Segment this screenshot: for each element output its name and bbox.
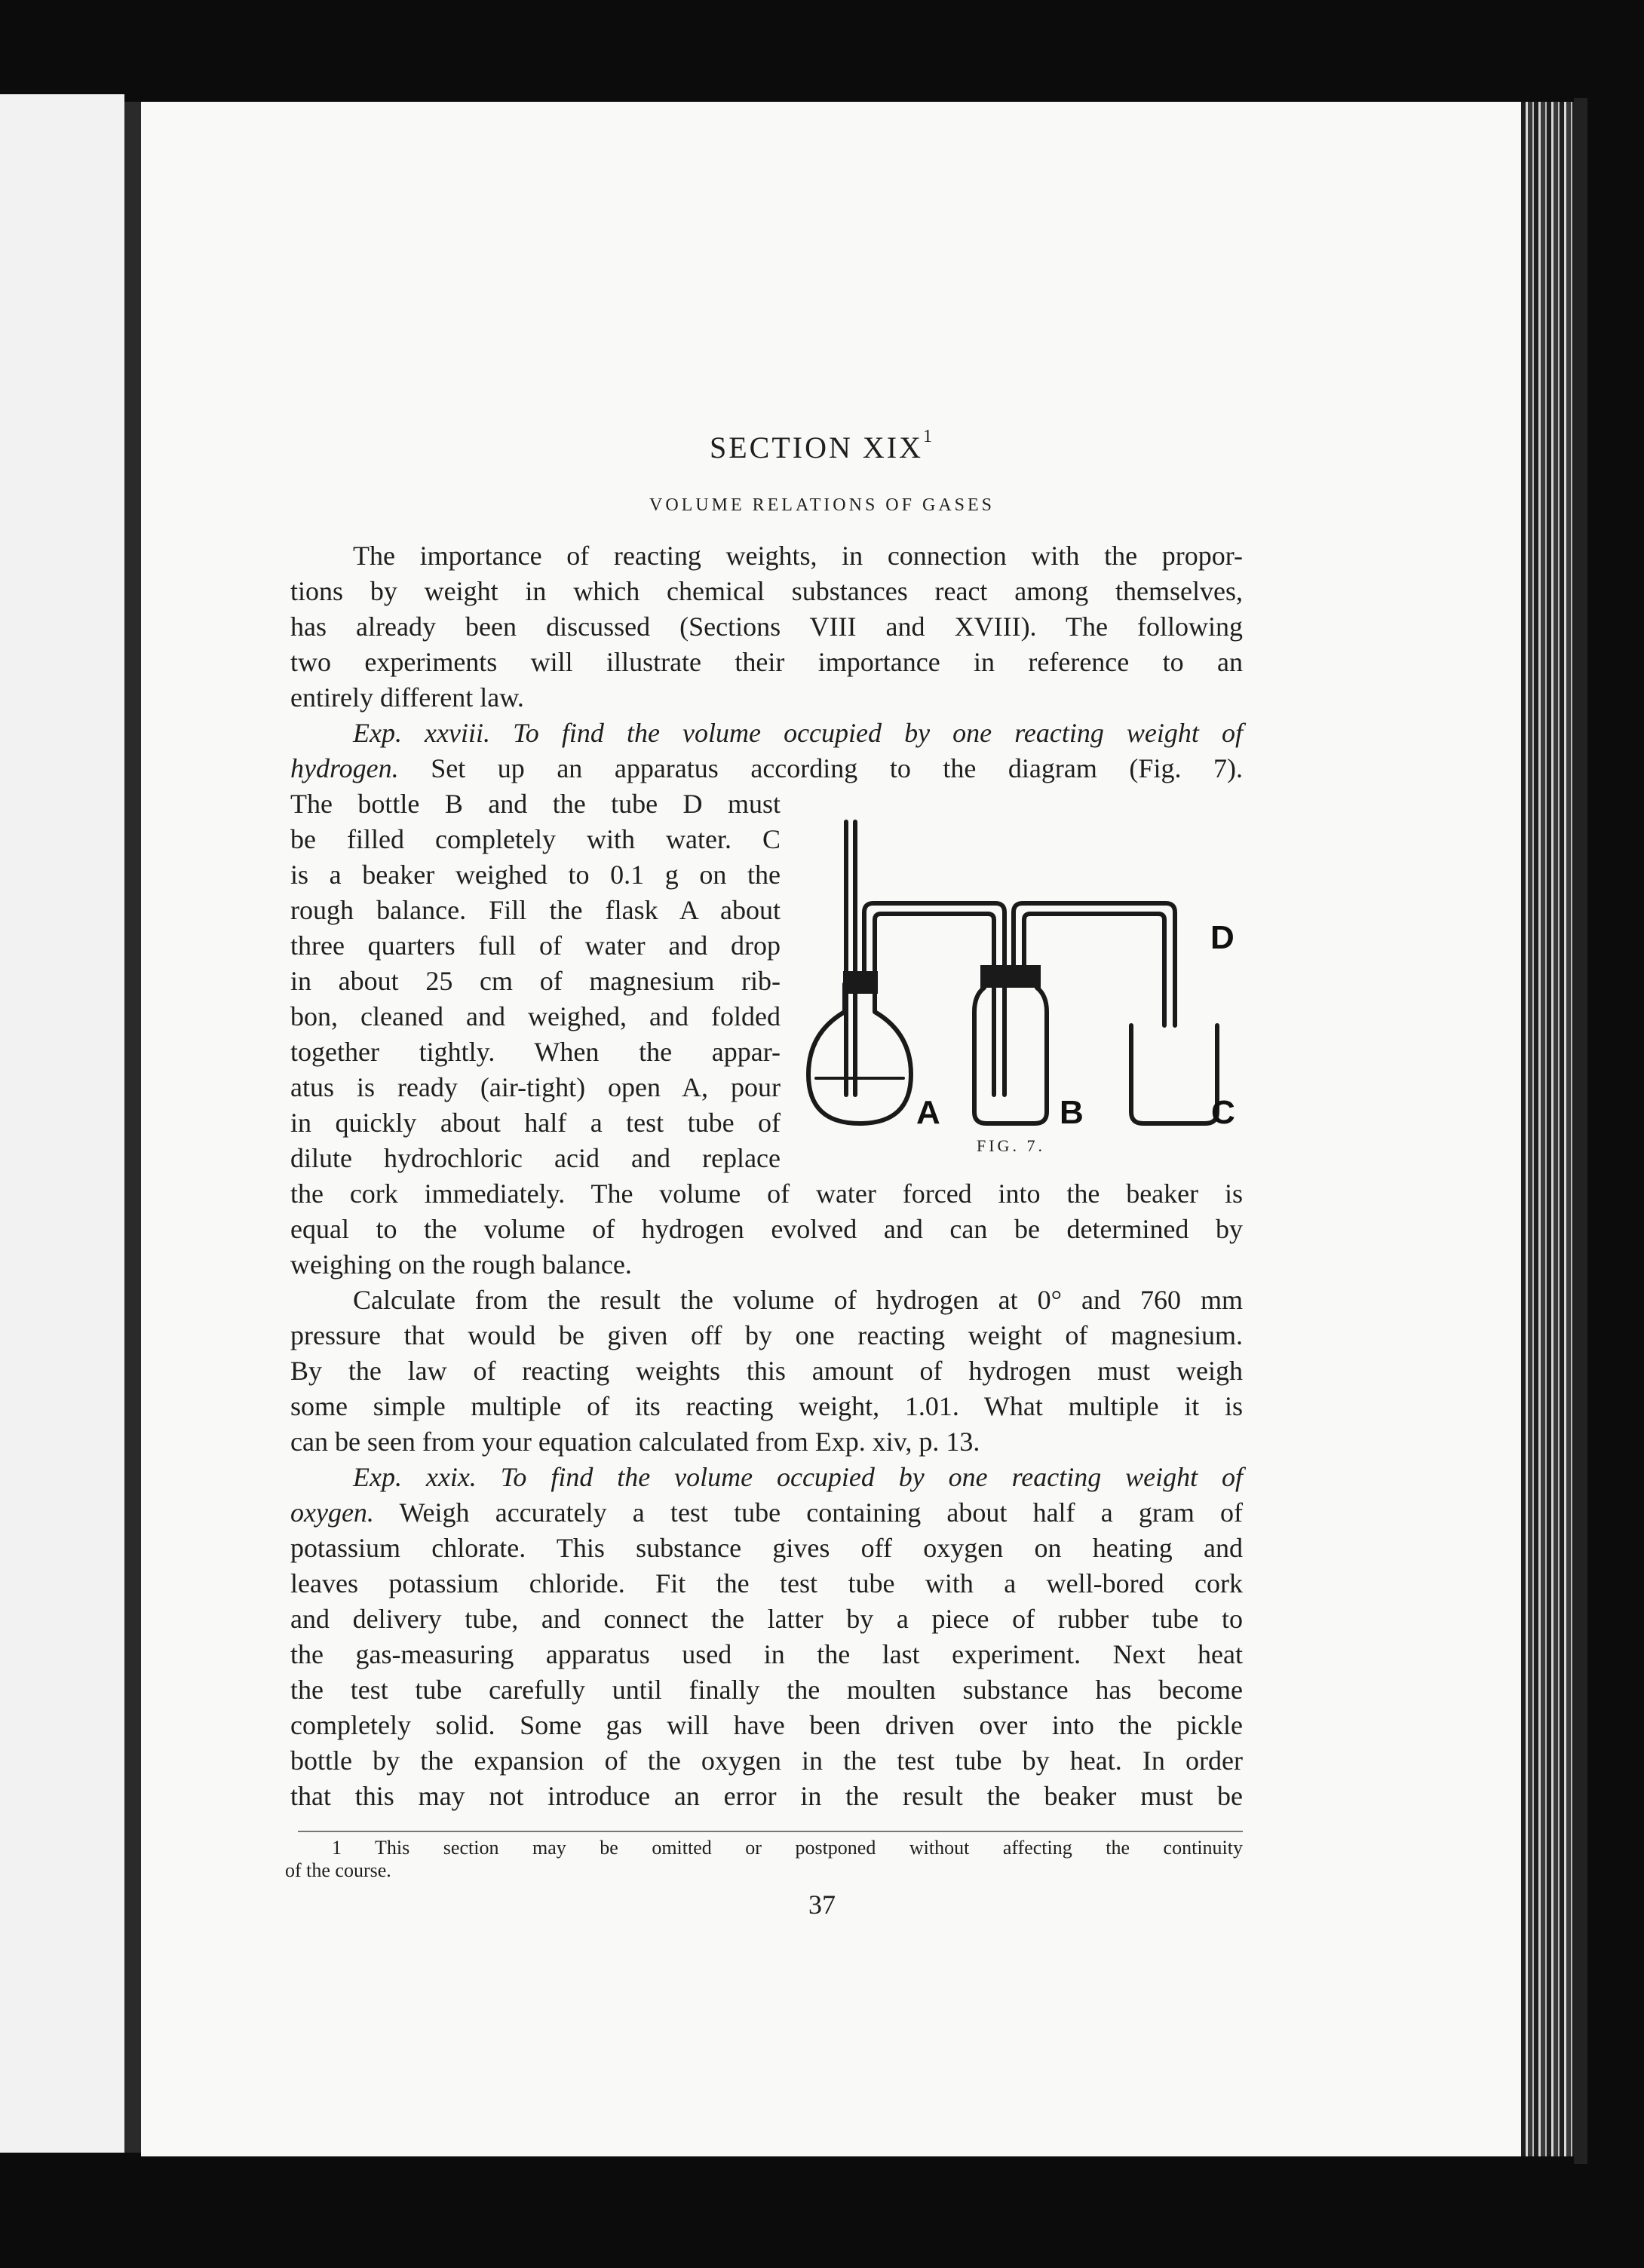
exp29-line: that this may not introduce an error in the result the beaker must be: [290, 1781, 1243, 1811]
exp29-line: and delivery tube, and connect the latter by a piece of rubber tube to: [290, 1604, 1243, 1634]
facing-page-edge: [0, 94, 124, 2153]
calc-line: Calculate from the result the volume of hydrogen at 0° and 760 mm: [353, 1285, 1243, 1315]
fig7-apparatus-diagram: [799, 814, 1252, 1161]
section-subtitle: VOLUME RELATIONS OF GASES: [649, 495, 995, 515]
exp29-line: completely solid. Some gas will have been driven over into the pickle: [290, 1710, 1243, 1740]
exp28-wrap-line: in about 25 cm of magnesium rib-: [290, 966, 781, 996]
calc-line: By the law of reacting weights this amount of hydrogen must weigh: [290, 1356, 1243, 1386]
exp28-wrap-line: in quickly about half a test tube of: [290, 1108, 781, 1138]
exp28-wrap-line: together tightly. When the appar-: [290, 1037, 781, 1067]
calc-line: can be seen from your equation calculated from Exp. xiv, p. 13.: [290, 1427, 980, 1457]
calc-line: pressure that would be given off by one reacting weight of magnesium.: [290, 1320, 1243, 1350]
footnote-marker: 1: [922, 427, 934, 446]
exp29-line: potassium chlorate. This substance gives off oxygen on heating and: [290, 1533, 1243, 1563]
figure-caption: FIG. 7.: [977, 1136, 1045, 1155]
exp28-wrap-line: rough balance. Fill the flask A about: [290, 895, 781, 925]
intro-line: The importance of reacting weights, in connection with the propor-: [353, 541, 1243, 571]
label-a: A: [916, 1094, 940, 1131]
intro-line: two experiments will illustrate their importance in reference to an: [290, 647, 1243, 677]
intro-line: has already been discussed (Sections VIII and XVIII). The following: [290, 611, 1243, 642]
footnote-rule: [298, 1831, 1243, 1832]
exp28-wrap-line: atus is ready (air-tight) open A, pour: [290, 1072, 781, 1102]
footnote-line: 1 This section may be omitted or postponed without affecting the continuity: [332, 1837, 1243, 1859]
exp28-after-line: weighing on the rough balance.: [290, 1249, 632, 1280]
exp28-wrap-line: dilute hydrochloric acid and replace: [290, 1143, 781, 1173]
exp28-wrap-line: three quarters full of water and drop: [290, 930, 781, 961]
footnote-line: of the course.: [285, 1859, 391, 1881]
page-stack-edges: [1521, 102, 1574, 2156]
exp28-wrap-line: be filled completely with water. C: [290, 824, 781, 854]
exp28-after-line: the cork immediately. The volume of water forced into the beaker is: [290, 1178, 1243, 1209]
label-d: D: [1210, 919, 1235, 956]
exp29-heading: Exp. xxix. To find the volume occupied by one reacting weight of: [353, 1462, 1243, 1492]
label-c: C: [1211, 1094, 1235, 1131]
exp28-after-line: equal to the volume of hydrogen evolved and can be determined by: [290, 1214, 1243, 1244]
book-gutter: [124, 102, 141, 2153]
page-number: 37: [808, 1889, 836, 1920]
calc-line: some simple multiple of its reacting weight, 1.01. What multiple it is: [290, 1391, 1243, 1421]
section-title: SECTION XIX$^1$: [710, 427, 934, 464]
intro-line: tions by weight in which chemical substances react among themselves,: [290, 576, 1243, 606]
label-b: B: [1060, 1094, 1084, 1131]
exp28-heading-cont: hydrogen. Set up an apparatus according to the diagram (Fig. 7).: [290, 753, 1243, 783]
exp29-line: leaves potassium chloride. Fit the test tube with a well-bored cork: [290, 1568, 1243, 1598]
exp28-wrap-line: bon, cleaned and weighed, and folded: [290, 1001, 781, 1031]
exp29-heading-cont: oxygen. Weigh accurately a test tube containing about half a gram of: [290, 1497, 1243, 1528]
exp29-line: the gas-measuring apparatus used in the last experiment. Next heat: [290, 1639, 1243, 1669]
exp29-line: bottle by the expansion of the oxygen in the test tube by heat. In order: [290, 1745, 1243, 1776]
exp28-heading: Exp. xxviii. To find the volume occupied by one reacting weight of: [353, 718, 1243, 748]
intro-line: entirely different law.: [290, 682, 524, 713]
exp28-wrap-line: is a beaker weighed to 0.1 g on the: [290, 860, 781, 890]
exp28-wrap-line: The bottle B and the tube D must: [290, 789, 781, 819]
book-cover-edge: [1574, 98, 1587, 2164]
exp29-line: the test tube carefully until finally the moulten substance has become: [290, 1675, 1243, 1705]
